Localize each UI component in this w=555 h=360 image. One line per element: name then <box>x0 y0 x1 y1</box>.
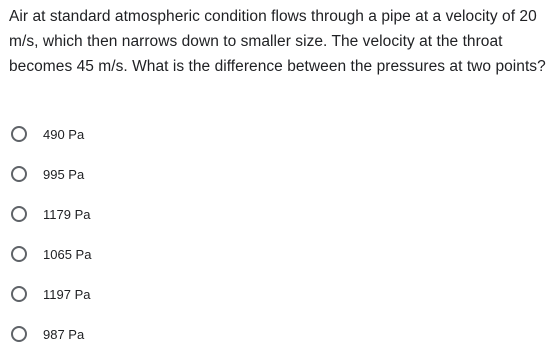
radio-button[interactable] <box>11 326 27 342</box>
option-label: 1179 Pa <box>43 206 91 222</box>
option-label: 1197 Pa <box>43 286 91 302</box>
radio-button[interactable] <box>11 206 27 222</box>
option-995-pa[interactable] <box>11 163 84 185</box>
option-490-pa[interactable] <box>11 123 84 145</box>
question-text: Air at standard atmospheric condition flows through a pipe at a velocity of 20 m/s, which then narrows down to smaller size. The velocity at the throat becomes 45 m/s. What is the difference between the pressures at two points? <box>9 8 546 75</box>
option-1065-pa[interactable] <box>11 243 91 265</box>
option-label: 1065 Pa <box>43 246 92 262</box>
option-label: 987 Pa <box>43 326 85 342</box>
radio-button[interactable] <box>11 246 27 262</box>
option-label: 490 Pa <box>43 126 85 142</box>
option-987-pa[interactable] <box>11 323 84 345</box>
radio-button[interactable] <box>11 126 27 142</box>
option-1197-pa[interactable] <box>11 283 90 305</box>
radio-button[interactable] <box>11 286 27 302</box>
option-label: 995 Pa <box>43 166 85 182</box>
option-1179-pa[interactable] <box>11 203 90 225</box>
radio-button[interactable] <box>11 166 27 182</box>
